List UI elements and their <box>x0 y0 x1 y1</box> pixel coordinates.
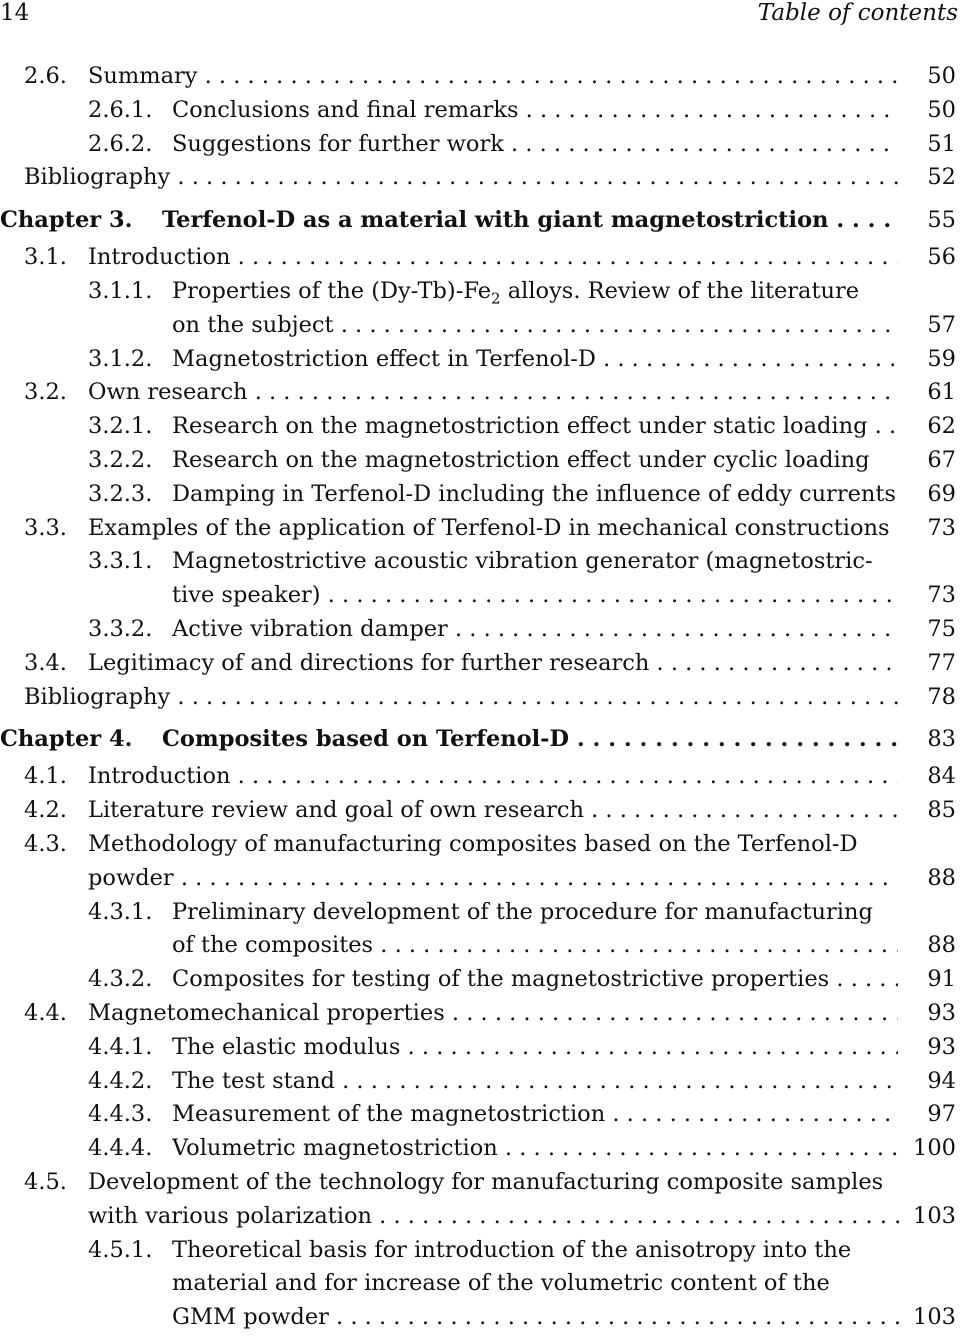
running-title: Table of contents <box>757 0 958 26</box>
toc-entry[interactable] <box>0 94 960 128</box>
toc-page: 88 <box>927 932 956 959</box>
toc-title: Conclusions and final remarks . . . <box>172 94 898 128</box>
toc-number: 3.3.1. <box>88 548 153 575</box>
toc-title: tive speaker) . . . <box>172 579 898 613</box>
toc-entry-continuation[interactable] <box>0 929 960 963</box>
toc-entry[interactable] <box>0 343 960 377</box>
toc-title: Active vibration damper . . . <box>172 613 898 647</box>
toc-title: Methodology of manufacturing composites based on the Terfenol-D <box>88 830 858 857</box>
toc-number: 4.5.1. <box>88 1236 153 1263</box>
toc-page: 55 <box>927 207 956 234</box>
toc-number: 3.1.2. <box>88 345 153 372</box>
toc-page: 73 <box>927 514 956 541</box>
toc-title: Volumetric magnetostriction . . . <box>172 1132 902 1166</box>
toc-page: 73 <box>927 582 956 609</box>
toc-title: Magnetostriction effect in Terfenol-D . . . <box>172 343 898 377</box>
toc-entry[interactable] <box>0 1031 960 1065</box>
toc-number: 4.3. <box>24 830 67 857</box>
toc-entry[interactable] <box>0 613 960 647</box>
toc-title: powder . . . <box>88 862 898 896</box>
toc-title: Bibliography . . . <box>24 161 898 195</box>
toc-number: 4.4.1. <box>88 1033 153 1060</box>
toc-entry[interactable] <box>0 60 960 94</box>
toc-entry-continuation[interactable] <box>0 1200 960 1234</box>
toc-title: Theoretical basis for introduction of the anisotropy into the <box>172 1236 852 1263</box>
toc-number: 3.1. <box>24 244 67 271</box>
toc-title: Magnetomechanical properties . . . <box>88 997 898 1031</box>
toc-entry-continuation[interactable] <box>0 1301 960 1335</box>
toc-entry[interactable] <box>0 161 960 195</box>
toc-number: 4.4.2. <box>88 1067 153 1094</box>
toc-page: 52 <box>927 164 956 191</box>
toc-page: 50 <box>927 96 956 123</box>
toc-page: 88 <box>927 864 956 891</box>
toc-page: 61 <box>927 379 956 406</box>
toc-entry[interactable] <box>0 963 960 997</box>
toc-number: 4.4.3. <box>88 1101 153 1128</box>
table-of-contents <box>0 60 960 1335</box>
toc-title: The elastic modulus . . . <box>172 1031 898 1065</box>
toc-entry[interactable] <box>0 896 960 930</box>
toc-entry[interactable] <box>0 1132 960 1166</box>
toc-title: Introduction . . . <box>88 760 898 794</box>
toc-page: 100 <box>913 1135 956 1162</box>
toc-entry[interactable] <box>0 794 960 828</box>
toc-page: 91 <box>927 966 956 993</box>
toc-entry[interactable] <box>0 1234 960 1268</box>
page-header <box>0 0 960 26</box>
toc-entry[interactable] <box>0 1098 960 1132</box>
toc-title: of the composites . . . <box>172 929 898 963</box>
toc-entry[interactable] <box>0 241 960 275</box>
toc-title: GMM powder . . . <box>172 1301 902 1335</box>
toc-page: 94 <box>927 1067 956 1094</box>
toc-number: 3.1.1. <box>88 277 153 304</box>
toc-title: material and for increase of the volumetric content of the <box>172 1270 830 1297</box>
toc-number: 3.2.1. <box>88 413 153 440</box>
toc-number: 3.2.2. <box>88 446 153 473</box>
toc-page: 93 <box>927 999 956 1026</box>
toc-number: 4.3.1. <box>88 898 153 925</box>
toc-page: 75 <box>927 615 956 642</box>
toc-page: 84 <box>927 763 956 790</box>
toc-page: 69 <box>927 480 956 507</box>
toc-number: 4.5. <box>24 1168 67 1195</box>
toc-page: 59 <box>927 345 956 372</box>
toc-title: Composites for testing of the magnetostrictive properties . . . <box>172 963 898 997</box>
toc-entry[interactable] <box>0 444 960 478</box>
chapter-title: Terfenol-D as a material with giant magnetostriction . . . <box>162 199 898 241</box>
toc-entry[interactable] <box>0 828 960 862</box>
toc-title: Legitimacy of and directions for further research . . . <box>88 647 898 681</box>
toc-number: 3.3. <box>24 514 67 541</box>
chapter-title: Composites based on Terfenol-D . . . <box>162 718 898 760</box>
toc-number: 3.4. <box>24 649 67 676</box>
toc-page: 50 <box>927 63 956 89</box>
toc-title: Research on the magnetostriction effect under cyclic loading <box>172 446 870 473</box>
toc-number: 3.2.3. <box>88 480 153 507</box>
toc-page: 85 <box>927 797 956 824</box>
toc-page: 83 <box>927 726 956 753</box>
toc-number: 4.4. <box>24 999 67 1026</box>
toc-entry[interactable] <box>0 275 960 309</box>
toc-title: with various polarization . . . <box>88 1200 902 1234</box>
toc-title: on the subject . . . <box>172 309 898 343</box>
toc-title: Examples of the application of Terfenol-D in mechanical constructions <box>88 514 890 541</box>
toc-page: 51 <box>927 130 956 157</box>
toc-title: Own research . . . <box>88 376 898 410</box>
toc-title: Preliminary development of the procedure for manufacturing <box>172 898 873 925</box>
toc-page: 62 <box>927 413 956 440</box>
toc-number: 3.3.2. <box>88 615 153 642</box>
toc-title: Summary . . . <box>88 60 898 94</box>
toc-number: 4.4.4. <box>88 1135 153 1162</box>
toc-chapter[interactable] <box>0 718 960 760</box>
toc-title: Literature review and goal of own research . . . <box>88 794 898 828</box>
toc-title: Suggestions for further work . . . <box>172 128 898 162</box>
toc-page: 78 <box>927 683 956 710</box>
toc-title: Introduction . . . <box>88 241 898 275</box>
toc-number: 4.2. <box>24 797 67 824</box>
toc-entry-continuation[interactable] <box>0 1267 960 1301</box>
toc-entry[interactable] <box>0 1166 960 1200</box>
toc-page: 56 <box>927 244 956 271</box>
toc-page: 57 <box>927 311 956 338</box>
toc-title: Research on the magnetostriction effect under static loading . . . <box>172 410 898 444</box>
toc-number: 2.6. <box>24 63 67 89</box>
toc-entry[interactable] <box>0 681 960 715</box>
toc-entry[interactable] <box>0 647 960 681</box>
toc-chapter[interactable] <box>0 199 960 241</box>
toc-title: Development of the technology for manufacturing composite samples <box>88 1168 884 1195</box>
toc-title-subscript: 2 <box>491 289 501 308</box>
toc-entry[interactable] <box>0 376 960 410</box>
toc-page: 97 <box>927 1101 956 1128</box>
toc-page: 103 <box>913 1304 956 1331</box>
toc-entry[interactable] <box>0 760 960 794</box>
toc-page: 77 <box>927 649 956 676</box>
toc-title-part: Properties of the (Dy-Tb)-Fe <box>172 277 492 304</box>
toc-entry[interactable] <box>0 512 960 546</box>
toc-entry[interactable] <box>0 997 960 1031</box>
toc-entry-continuation[interactable] <box>0 862 960 896</box>
chapter-number: Chapter 3. <box>0 207 133 234</box>
toc-title-part: alloys. Review of the literature <box>500 277 860 304</box>
toc-number: 2.6.1. <box>88 96 153 123</box>
toc-title: Measurement of the magnetostriction . . . <box>172 1098 898 1132</box>
toc-number: 4.1. <box>24 763 67 790</box>
toc-number: 2.6.2. <box>88 130 153 157</box>
toc-entry[interactable] <box>0 478 960 512</box>
chapter-number: Chapter 4. <box>0 726 133 753</box>
toc-entry[interactable] <box>0 545 960 579</box>
toc-entry-continuation[interactable] <box>0 579 960 613</box>
toc-page: 103 <box>913 1202 956 1229</box>
toc-entry[interactable] <box>0 410 960 444</box>
toc-page: 67 <box>927 446 956 473</box>
toc-entry[interactable] <box>0 1065 960 1099</box>
toc-title: Damping in Terfenol-D including the influence of eddy currents <box>172 480 896 507</box>
toc-number: 3.2. <box>24 379 67 406</box>
toc-title: The test stand . . . <box>172 1065 898 1099</box>
toc-page: 93 <box>927 1033 956 1060</box>
toc-title: Magnetostrictive acoustic vibration generator (magnetostric- <box>172 548 873 575</box>
toc-entry-continuation[interactable] <box>0 309 960 343</box>
toc-title: Bibliography . . . <box>24 681 898 715</box>
toc-number: 4.3.2. <box>88 966 153 993</box>
toc-entry[interactable] <box>0 128 960 162</box>
page-number: 14 <box>0 0 30 26</box>
